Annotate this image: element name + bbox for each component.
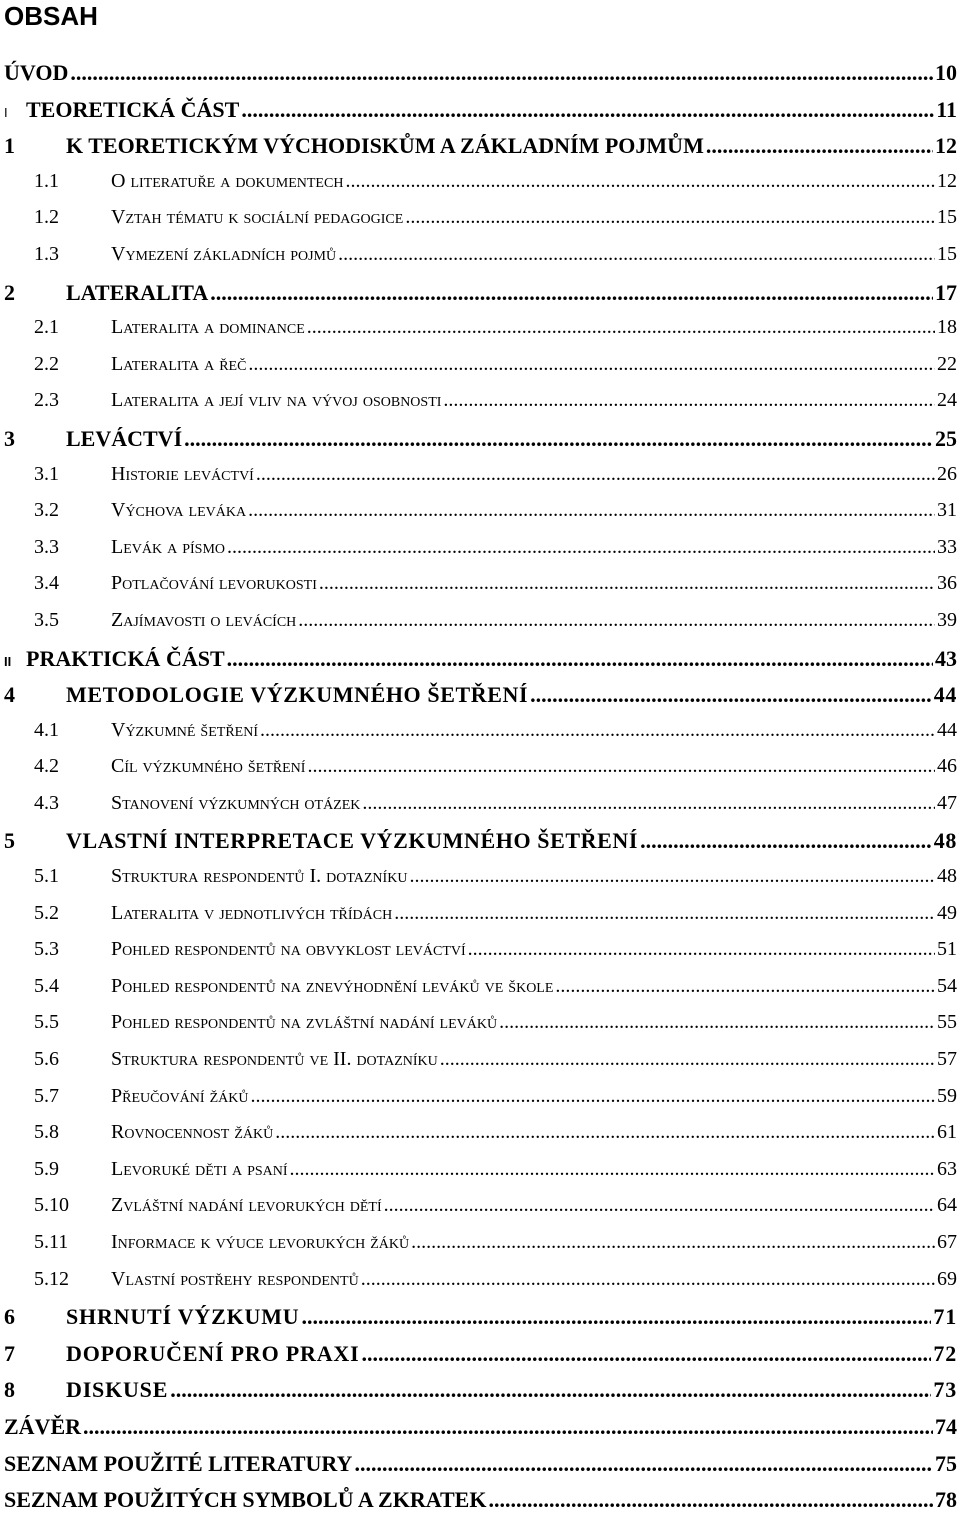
toc-entry-page: 22 [937,352,957,375]
toc-entry-title: VLASTNÍ INTERPRETACE VÝZKUMNÉHO ŠETŘENÍ [66,828,639,854]
toc-entry-title: Výzkumné šetření [111,718,258,741]
toc-entry-number: 1 [4,133,15,159]
toc-entry[interactable] [0,719,960,756]
dot-leader [298,609,935,632]
toc-entry-title: Lateralita v jednotlivých třídách [111,901,393,924]
toc-entry[interactable] [0,316,960,353]
toc-entry-title: SEZNAM POUŽITÝCH SYMBOLŮ A ZKRATEK [4,1487,487,1513]
toc-entry[interactable] [0,499,960,536]
toc-entry-title: K TEORETICKÝM VÝCHODISKŮM A ZÁKLADNÍM POJMŮM [66,133,704,159]
toc-entry-title: Zajímavosti o levácích [111,608,297,631]
toc-entry-number: 3.2 [34,499,59,522]
dot-leader [250,1085,935,1108]
toc-entry[interactable] [0,1268,960,1305]
toc-entry-title: Lateralita a řeč [111,352,247,375]
toc-entry-title: METODOLOGIE VÝZKUMNÉHO ŠETŘENÍ [66,682,529,708]
toc-entry-title: Lateralita a její vliv na vývoj osobnosti [111,389,442,412]
toc-entry-title: Pohled respondentů na zvláštní nadání leváků [111,1011,498,1034]
toc-entry[interactable] [0,792,960,829]
toc-entry-number: 5.8 [34,1121,59,1144]
toc-entry-page: 75 [935,1450,957,1476]
toc-entry[interactable] [0,646,960,683]
dot-leader [248,353,935,376]
toc-entry-number: 1.2 [34,206,59,229]
dot-leader [170,1377,931,1403]
toc-entry-number: 5 [4,828,15,854]
toc-entry-page: 73 [933,1377,957,1403]
dot-leader [640,828,932,854]
toc-entry-page: 46 [937,755,957,778]
dot-leader [488,1487,933,1513]
toc-entry[interactable] [0,572,960,609]
toc-entry-title: PRAKTICKÁ ČÁST [26,645,225,671]
toc-entry-title: Výchova leváka [111,499,247,522]
toc-entry-title: TEORETICKÁ ČÁST [26,96,240,122]
toc-entry-page: 25 [935,425,957,451]
toc-entry[interactable] [0,682,960,719]
dot-leader [555,975,935,998]
toc-entry-title: O literatuře a dokumentech [111,169,344,192]
toc-entry-number: 4 [4,682,15,708]
toc-entry-title: Stanovení výzkumných otázek [111,791,361,814]
toc-entry-title: Pohled respondentů na znevýhodnění leváků ve škole [111,974,554,997]
dot-leader [307,755,935,778]
toc-entry[interactable] [0,975,960,1012]
toc-entry[interactable] [0,1377,960,1414]
toc-entry-title: Levák a písmo [111,535,226,558]
toc-entry-page: 39 [937,608,957,631]
toc-entry-title: DISKUSE [66,1377,169,1403]
toc-entry-number: 6 [4,1304,15,1330]
toc-entry-number: 5.11 [34,1231,69,1253]
toc-entry[interactable] [0,609,960,646]
toc-entry-title: Potlačování levorukosti [111,572,317,595]
toc-entry-page: 12 [935,133,957,159]
toc-entry[interactable] [0,1194,960,1231]
toc-entry-number: 3.3 [34,535,59,558]
toc-entry-number: 5.7 [34,1084,59,1107]
dot-leader [345,170,935,193]
toc-entry-title: Lateralita a dominance [111,316,305,339]
toc-entry[interactable] [0,243,960,280]
toc-entry[interactable] [0,1487,960,1524]
toc-entry-page: 78 [935,1487,957,1513]
toc-entry-number: 3.5 [34,608,59,631]
toc-entry[interactable] [0,170,960,207]
toc-entry-number: 5.10 [34,1194,69,1217]
toc-entry-number: 2.1 [34,316,59,339]
toc-entry[interactable] [0,755,960,792]
toc-entry-page: 55 [937,1011,957,1034]
toc-entry-number: 2 [4,279,15,305]
dot-leader [256,463,935,486]
toc-entry-title: Historie leváctví [111,462,254,485]
dot-leader [70,60,933,86]
toc-entry-title: Rovnocennost žáků [111,1121,274,1144]
dot-leader [227,646,933,672]
toc-entry-page: 15 [937,242,957,265]
toc-entry-page: 12 [937,169,957,192]
toc-entry[interactable] [0,1085,960,1122]
dot-leader [499,1011,935,1034]
dot-leader [361,1268,935,1291]
toc-entry-number: 3.1 [34,462,59,485]
dot-leader [227,536,935,559]
toc-entry[interactable] [0,60,960,97]
dot-leader [307,316,935,339]
toc-entry-title: Přeučování žáků [111,1084,249,1107]
toc-entry[interactable] [0,828,960,865]
toc-entry-number: 4.1 [34,718,59,741]
toc-entry[interactable] [0,1414,960,1451]
toc-entry[interactable] [0,206,960,243]
toc-entry-page: 74 [935,1413,957,1439]
toc-entry-number: 2.2 [34,352,59,375]
dot-leader [290,1158,935,1181]
dot-leader [411,1231,935,1254]
toc-entry[interactable] [0,1231,960,1268]
toc-entry-page: 63 [937,1157,957,1180]
toc-entry[interactable] [0,426,960,463]
dot-leader [354,1451,933,1477]
dot-leader [361,1341,931,1367]
toc-entry-page: 44 [937,718,957,741]
toc-entry-page: 48 [933,828,957,854]
toc-entry-title: SEZNAM POUŽITÉ LITERATURY [4,1450,353,1476]
toc-entry[interactable] [0,463,960,500]
toc-entry[interactable] [0,1011,960,1048]
toc-entry[interactable] [0,280,960,317]
toc-entry-number: 5.6 [34,1048,59,1071]
toc-entry-title: Vlastní postřehy respondentů [111,1267,359,1290]
toc-entry-number: 5.12 [34,1267,69,1290]
toc-entry-number: 7 [4,1340,15,1366]
toc-entry-number: 5.1 [34,865,59,888]
dot-leader [83,1414,933,1440]
dot-leader [260,719,935,742]
toc-entry-title: LATERALITA [66,279,209,305]
toc-entry-number: 3 [4,425,15,451]
toc-entry-page: 57 [937,1048,957,1071]
toc-entry-number: 8 [4,1377,15,1403]
toc-entry-number: 3.4 [34,572,59,595]
toc-entry[interactable] [0,97,960,134]
toc-entry[interactable] [0,1304,960,1341]
toc-entry-page: 36 [937,572,957,595]
toc-entry-number: II [4,653,12,669]
toc-entry-number: 4.3 [34,791,59,814]
toc-entry-title: Zvláštní nadání levorukých dětí [111,1194,382,1217]
toc-entry-title: DOPORUČENÍ PRO PRAXI [66,1340,360,1366]
dot-leader [248,499,935,522]
toc-entry[interactable] [0,1121,960,1158]
toc-entry-page: 18 [937,316,957,339]
toc-entry-title: ÚVOD [4,60,69,85]
toc-entry-page: 48 [937,865,957,888]
toc-entry[interactable] [0,389,960,426]
dot-leader [241,97,934,123]
toc-entry-page: 10 [935,60,957,85]
toc-entry-title: Struktura respondentů I. dotazníku [111,865,408,888]
toc-entry-page: 61 [937,1121,957,1144]
toc-entry-number: 1.1 [34,169,59,192]
toc-entry-page: 47 [937,791,957,814]
toc-entry-number: 1.3 [34,242,59,265]
toc-entry[interactable] [0,1451,960,1488]
toc-entry-title: ZÁVĚR [4,1413,82,1439]
dot-leader [409,865,935,888]
toc-entry-title: SHRNUTÍ VÝZKUMU [66,1304,300,1330]
toc-entry[interactable] [0,865,960,902]
dot-leader [443,389,935,412]
toc-entry-title: LEVÁCTVÍ [66,425,183,451]
dot-leader [405,206,935,229]
toc-entry[interactable] [0,902,960,939]
toc-entry-title: Levoruké děti a psaní [111,1157,288,1180]
toc-entry[interactable] [0,353,960,390]
dot-leader [394,902,935,925]
toc-entry-page: 54 [937,974,957,997]
dot-leader [530,682,932,708]
toc-entry-page: 49 [937,901,957,924]
toc-entry[interactable] [0,938,960,975]
toc-entry-title: Struktura respondentů ve II. dotazníku [111,1048,438,1071]
toc-entry-page: 51 [937,938,957,961]
toc-entry[interactable] [0,1341,960,1378]
toc-entry-page: 31 [937,499,957,522]
dot-leader [338,243,935,266]
dot-leader [706,133,933,159]
toc-entry-page: 71 [933,1304,957,1330]
dot-leader [440,1048,935,1071]
toc-entry-number: 2.3 [34,389,59,412]
toc-entry-number: 5.4 [34,974,59,997]
table-of-contents [0,60,960,1524]
toc-entry[interactable] [0,1048,960,1085]
toc-entry-page: 44 [933,682,957,708]
toc-entry-page: 67 [937,1231,957,1253]
dot-leader [384,1194,935,1217]
toc-entry[interactable] [0,1158,960,1195]
toc-entry-page: 43 [935,645,957,671]
toc-entry-page: 11 [936,96,957,122]
toc-entry-number: 5.5 [34,1011,59,1034]
toc-entry-page: 69 [937,1267,957,1290]
dot-leader [275,1121,935,1144]
dot-leader [362,792,935,815]
toc-entry-number: 5.3 [34,938,59,961]
toc-entry-page: 24 [937,389,957,412]
toc-entry-number: 5.9 [34,1157,59,1180]
toc-entry-number: I [4,104,8,120]
toc-entry-title: Vymezení základních pojmů [111,242,337,265]
dot-leader [184,426,933,452]
toc-entry[interactable] [0,133,960,170]
toc-entry-title: Cíl výzkumného šetření [111,755,306,778]
toc-entry[interactable] [0,536,960,573]
toc-entry-page: 17 [935,279,957,305]
toc-entry-title: Vztah tématu k sociální pedagogice [111,206,404,229]
dot-leader [210,280,933,306]
toc-entry-page: 72 [933,1340,957,1366]
toc-entry-title: Pohled respondentů na obvyklost leváctví [111,938,466,961]
dot-leader [301,1304,931,1330]
dot-leader [319,572,935,595]
toc-entry-number: 5.2 [34,901,59,924]
toc-entry-page: 33 [937,535,957,558]
toc-entry-title: Informace k výuce levorukých žáků [111,1231,410,1253]
page-title: OBSAH [4,1,98,31]
toc-entry-page: 59 [937,1084,957,1107]
toc-entry-page: 64 [937,1194,957,1217]
toc-entry-number: 4.2 [34,755,59,778]
dot-leader [468,938,935,961]
toc-entry-page: 26 [937,462,957,485]
toc-entry-page: 15 [937,206,957,229]
